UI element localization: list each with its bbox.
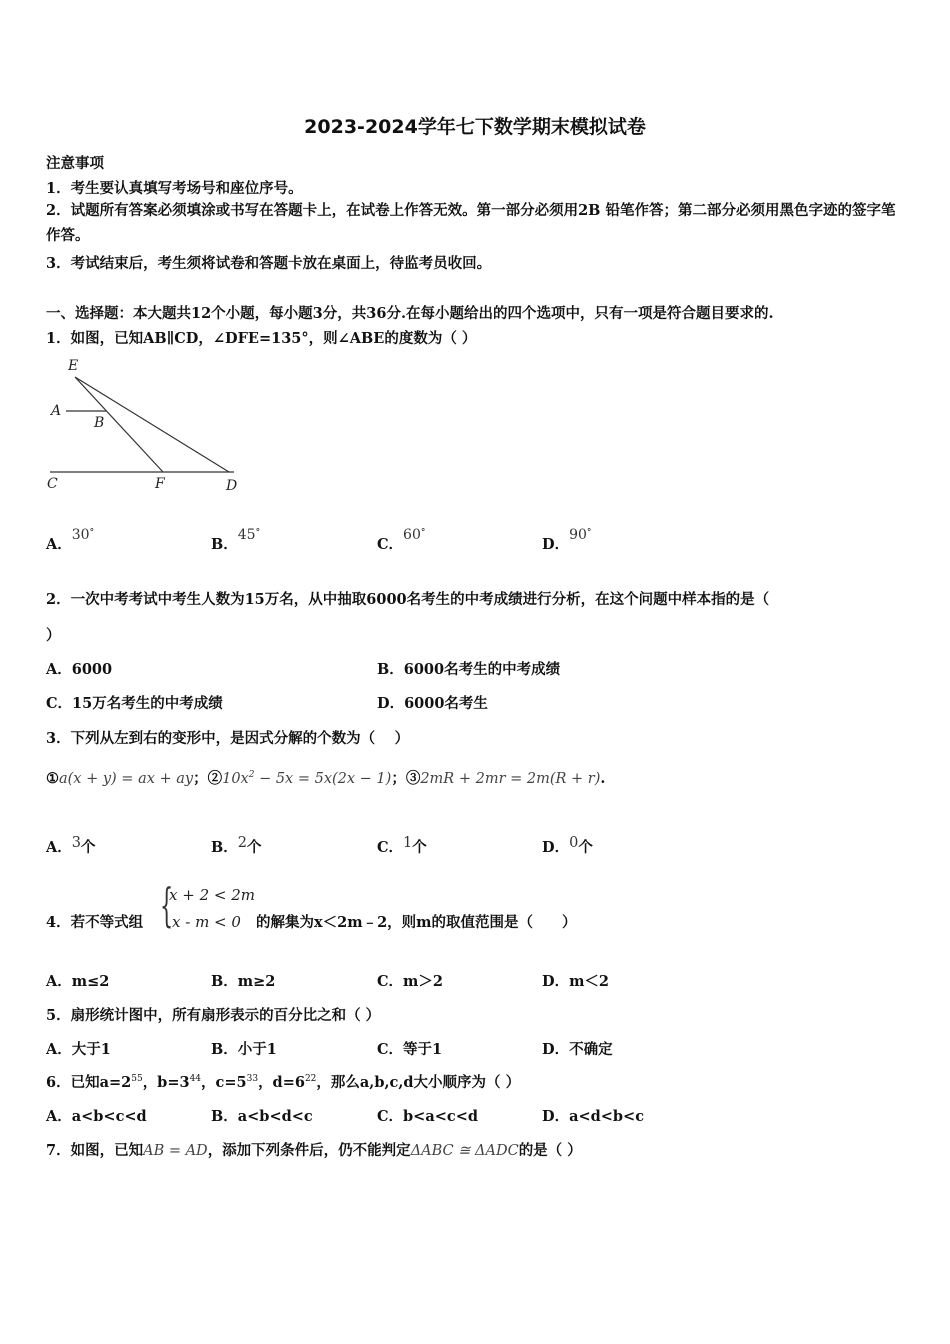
q3-expr-3: 2mR + 2mr = 2m(R + r) xyxy=(420,771,601,787)
notes-item-1: 1．考生要认真填写考场号和座位序号。 xyxy=(46,180,303,197)
label-d: D xyxy=(226,478,238,494)
q7-math-2: ΔABC ≅ ΔADC xyxy=(410,1143,519,1159)
q2-option-c: C．15万名考生的中考成绩 xyxy=(46,695,223,712)
q4-option-d: D．m＜2 xyxy=(542,973,610,990)
q5-option-b: B．小于1 xyxy=(211,1041,277,1058)
q3-expr-2: $10x^2 - 5x = 5x(2x - 1)$ xyxy=(222,770,392,787)
q1-option-b: B．45° xyxy=(211,527,261,553)
q3-option-a: A．3个 xyxy=(46,835,96,856)
q2-stem: 2．一次中考考试中考生人数为15万名，从中抽取6000名考生的中考成绩进行分析，在这个问题中样本指的是（ xyxy=(46,591,770,608)
q6-stem: 6．已知$a=2^{55}$，$b=3^{44}$，$c=5^{33}$，$d=6^{22}$，那么a,b,c,d大小顺序为（ ） xyxy=(46,1074,521,1091)
q3-expressions: ①a(x + y) = ax + ay；$②10x^2 - 5x = 5x(2x - 1)$；③2mR + 2mr = 2m(R + r). xyxy=(46,770,606,787)
q6-option-b: B．a<b<d<c xyxy=(211,1108,313,1125)
q1-stem: 1．如图，已知AB∥CD，∠DFE=135°，则∠ABE的度数为（ ） xyxy=(46,330,477,347)
label-c: C xyxy=(47,476,58,492)
q3-option-b: B．2个 xyxy=(211,835,262,856)
q2-option-a: A．6000 xyxy=(46,661,113,678)
label-f: F xyxy=(155,476,165,492)
label-e: E xyxy=(68,358,79,374)
notes-item-2: 2．试题所有答案必须填涂或书写在答题卡上，在试卷上作答无效。第一部分必须用2B 铅笔作答；第二部分必须用黑色字迹的签字笔作答。 xyxy=(46,202,896,244)
q4-system-line-2: x - m < 0 xyxy=(172,913,241,931)
line-ef xyxy=(75,377,163,472)
q3-option-d: D．0个 xyxy=(542,835,593,856)
q5-stem: 5．扇形统计图中，所有扇形表示的百分比之和（ ） xyxy=(46,1007,381,1024)
q4-option-c: C．m＞2 xyxy=(377,973,443,990)
q4-prefix: 4．若不等式组 xyxy=(46,914,144,931)
label-a: A xyxy=(51,403,62,419)
q6-option-a: A．a<b<c<d xyxy=(46,1108,147,1125)
q5-option-c: C．等于1 xyxy=(377,1041,443,1058)
q2-option-d: D．6000名考生 xyxy=(377,695,488,712)
notes-heading: 注意事项 xyxy=(46,155,104,172)
q5-option-d: D．不确定 xyxy=(542,1041,613,1058)
label-b: B xyxy=(94,415,105,431)
q3-expr-1: a(x + y) = ax + ay xyxy=(59,771,194,787)
q3-option-c: C．1个 xyxy=(377,835,427,856)
q7-math-1: AB = AD xyxy=(143,1143,208,1159)
q6-option-d: D．a<d<b<c xyxy=(542,1108,645,1125)
exam-title: 2023-2024学年七下数学期末模拟试卷 xyxy=(304,116,646,138)
q2-option-b: B．6000名考生的中考成绩 xyxy=(377,661,561,678)
brace-icon: { xyxy=(160,878,174,932)
q5-option-a: A．大于1 xyxy=(46,1041,111,1058)
q4-suffix: 的解集为x＜2m﹣2，则m的取值范围是（ ） xyxy=(256,914,577,931)
q1-figure xyxy=(44,354,254,500)
section-heading: 一、选择题：本大题共12个小题，每小题3分，共36分.在每小题给出的四个选项中，只有一项是符合题目要求的. xyxy=(46,305,774,322)
q1-option-d: D．90° xyxy=(542,527,592,553)
q7-stem: 7．如图，已知AB = AD，添加下列条件后，仍不能判定ΔABC ≅ ΔADC的是（ ） xyxy=(46,1142,582,1159)
q4-system-line-1: x + 2 < 2m xyxy=(169,886,255,904)
q3-stem: 3．下列从左到右的变形中，是因式分解的个数为（ ） xyxy=(46,730,410,747)
q2-stem-end: ） xyxy=(46,627,61,644)
notes-item-3: 3．考试结束后，考生须将试卷和答题卡放在桌面上，待监考员收回。 xyxy=(46,255,492,272)
q1-option-a: A．30° xyxy=(46,527,95,553)
q4-option-a: A．m≤2 xyxy=(46,973,110,990)
q1-option-c: C．60° xyxy=(377,527,426,553)
q4-option-b: B．m≥2 xyxy=(211,973,276,990)
q6-option-c: C．b<a<c<d xyxy=(377,1108,478,1125)
